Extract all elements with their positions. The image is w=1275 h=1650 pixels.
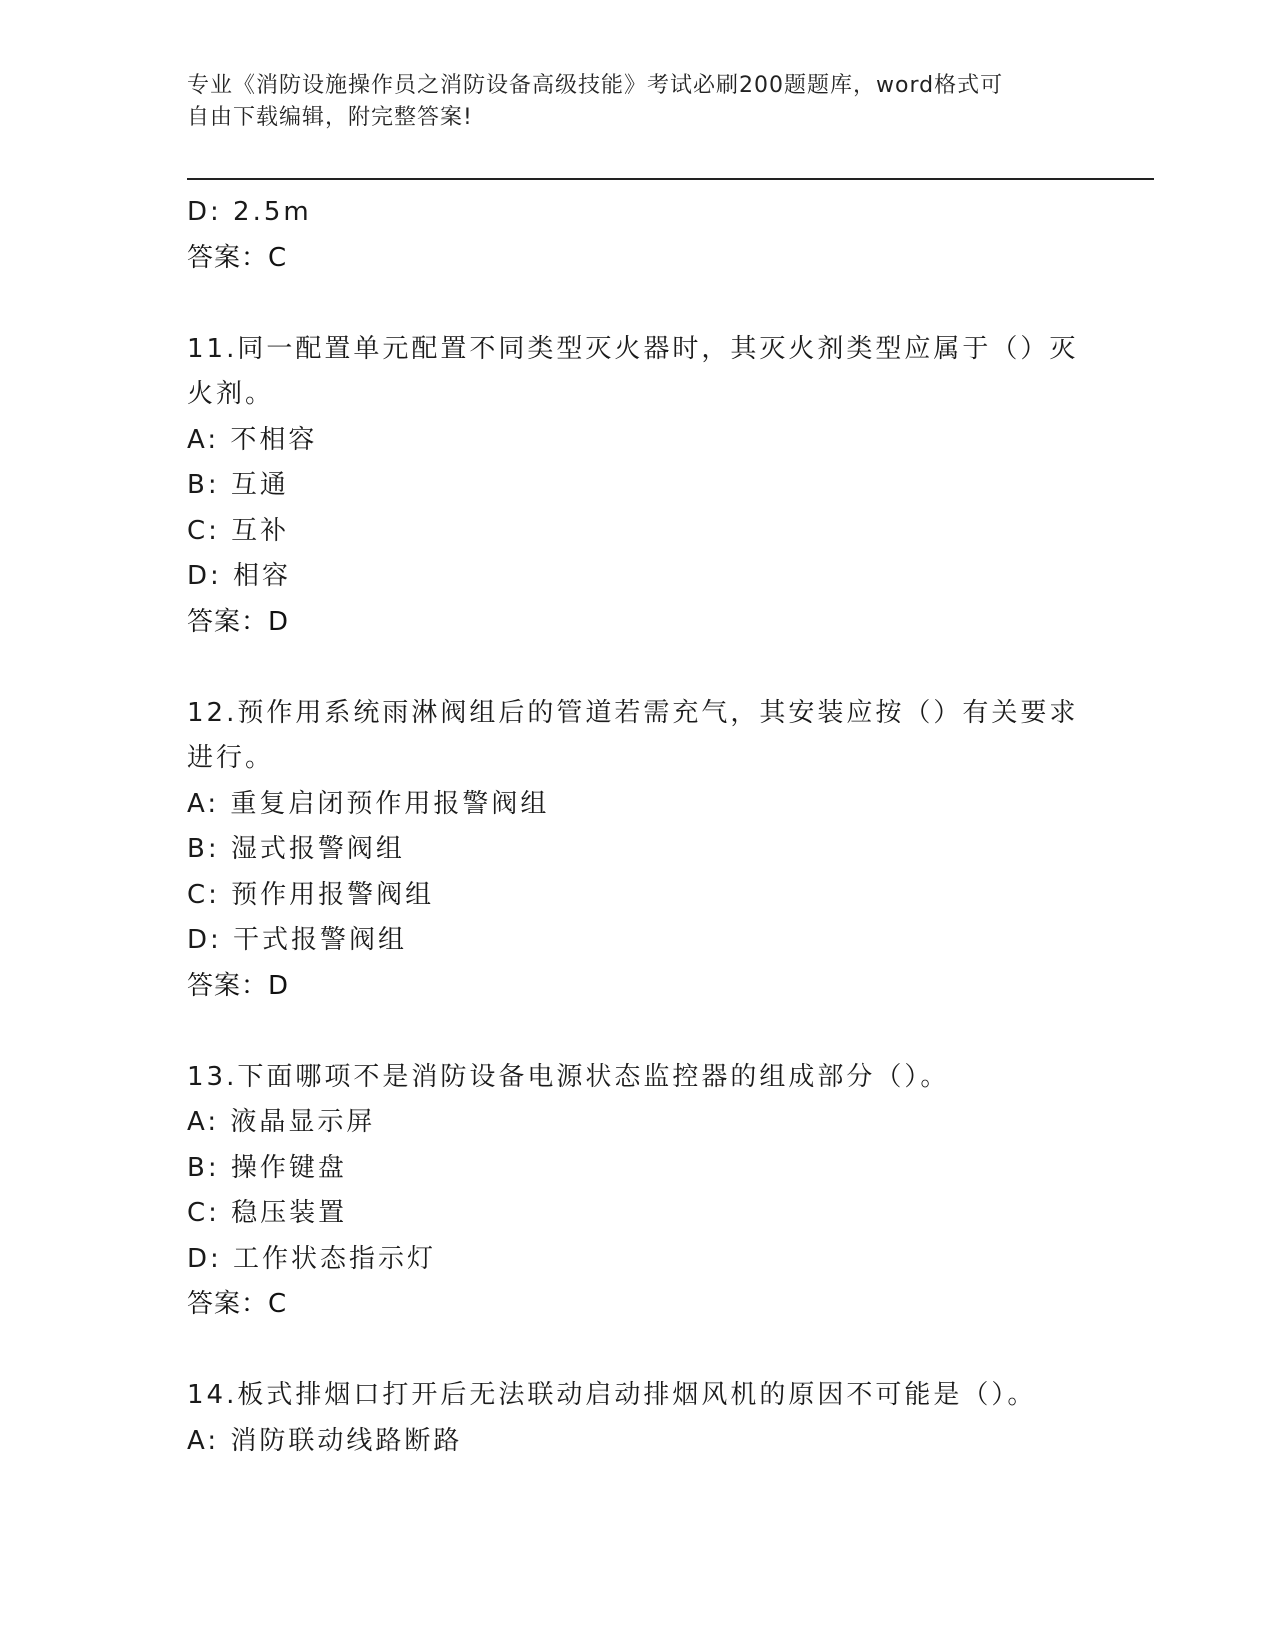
question-block-13: [187, 1055, 1087, 1328]
spacer: [187, 1328, 1087, 1374]
option-a: A: 液晶显示屏: [187, 1107, 376, 1137]
question-content: [187, 190, 1087, 1464]
option-a: A: 重复启闭预作用报警阀组: [187, 788, 550, 819]
option-b: B: 操作键盘: [187, 1152, 347, 1183]
question-stem: 11.同一配置单元配置不同类型灭火器时，其灭火剂类型应属于（）灭: [187, 333, 1079, 364]
prev-option-d: D: 2.5m: [187, 197, 312, 227]
header-title-line-1: 专业《消防设施操作员之消防设备高级技能》考试必刷200题题库，word格式可: [187, 73, 1004, 98]
document-header: [187, 70, 1067, 134]
question-stem: 12.预作用系统雨淋阀组后的管道若需充气，其安装应按（）有关要求: [187, 697, 1079, 728]
option-c: C: 预作用报警阀组: [187, 879, 435, 910]
spacer: [187, 1009, 1087, 1055]
answer-line: 答案：D: [187, 970, 290, 1001]
option-a: A: 消防联动线路断路: [187, 1425, 463, 1456]
header-divider: [187, 178, 1154, 183]
question-stem-continued: 火剂。: [187, 379, 275, 409]
question-block-14: [187, 1373, 1087, 1464]
option-b: B: 湿式报警阀组: [187, 834, 405, 864]
option-a: A: 不相容: [187, 424, 318, 455]
question-block-11: [187, 327, 1087, 646]
spacer: [187, 645, 1087, 691]
option-d: D: 工作状态指示灯: [187, 1243, 437, 1274]
header-title-line-2: 自由下载编辑，附完整答案!: [187, 105, 473, 130]
question-block-12: [187, 691, 1087, 1010]
spacer: [187, 281, 1087, 327]
answer-line: 答案：C: [187, 1289, 288, 1319]
question-stem: 13.下面哪项不是消防设备电源状态监控器的组成部分（）。: [187, 1061, 950, 1092]
answer-line: 答案：D: [187, 606, 290, 637]
option-d: D: 相容: [187, 561, 292, 591]
option-b: B: 互通: [187, 470, 289, 500]
option-d: D: 干式报警阀组: [187, 925, 408, 955]
option-c: C: 稳压装置: [187, 1198, 348, 1228]
question-stem: 14.板式排烟口打开后无法联动启动排烟风机的原因不可能是（）。: [187, 1380, 1037, 1410]
question-stem-continued: 进行。: [187, 743, 275, 773]
option-c: C: 互补: [187, 515, 290, 546]
prev-answer: 答案：C: [187, 242, 288, 273]
